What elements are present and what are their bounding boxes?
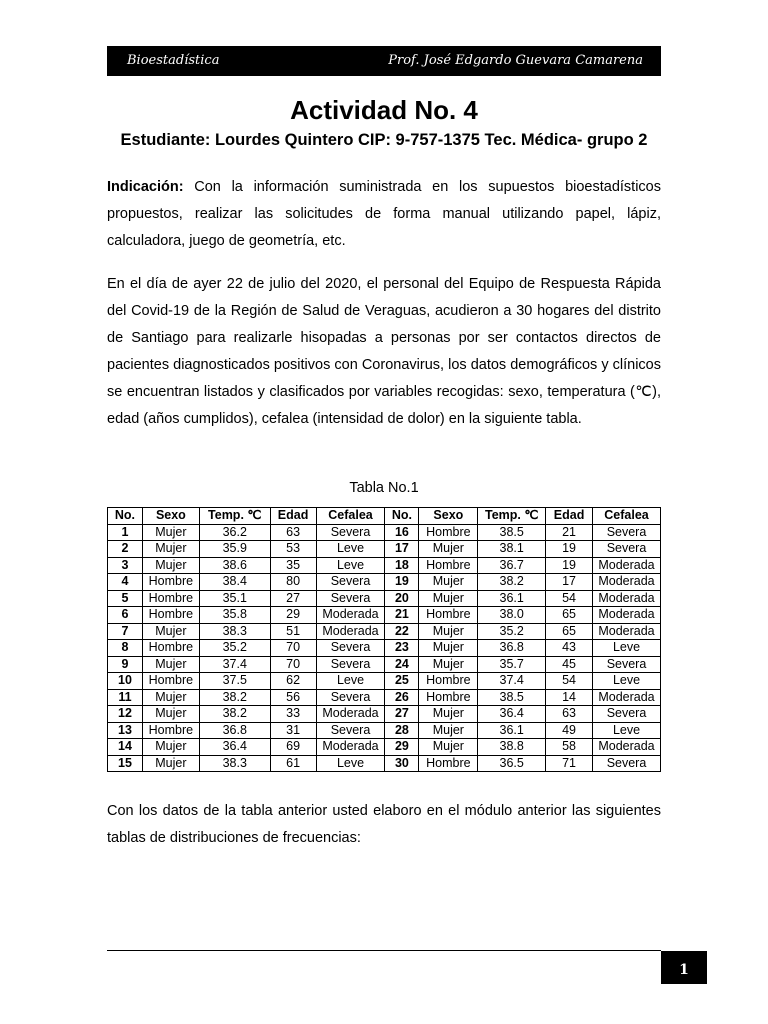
table-cell: 4: [108, 574, 143, 591]
table-cell: Leve: [316, 557, 385, 574]
column-header: Temp. ℃: [478, 508, 546, 525]
table-cell: 12: [108, 706, 143, 723]
table-cell: Mujer: [419, 706, 478, 723]
table-cell: Severa: [593, 706, 661, 723]
table-cell: 30: [385, 755, 419, 772]
table-cell: 3: [108, 557, 143, 574]
table-cell: Hombre: [419, 607, 478, 624]
table-cell: Mujer: [142, 524, 199, 541]
table-cell: Hombre: [142, 590, 199, 607]
table-cell: Mujer: [419, 590, 478, 607]
table-cell: 38.2: [199, 689, 270, 706]
closing-paragraph: Con los datos de la tabla anterior usted elaboro en el módulo anterior las siguientes tablas de distribuciones de frecuencias:: [107, 803, 661, 846]
table-row: [108, 574, 661, 591]
table-cell: 35.2: [478, 623, 546, 640]
table-cell: 38.0: [478, 607, 546, 624]
indication-paragraph: [107, 174, 661, 255]
table-cell: Moderada: [593, 739, 661, 756]
table-cell: 71: [546, 755, 593, 772]
table-row: [108, 623, 661, 640]
table-cell: 17: [385, 541, 419, 558]
table-cell: 27: [385, 706, 419, 723]
table-cell: Severa: [593, 541, 661, 558]
table-cell: Hombre: [419, 755, 478, 772]
table-cell: 70: [270, 656, 316, 673]
table-cell: Moderada: [593, 689, 661, 706]
table-cell: 38.2: [199, 706, 270, 723]
table-cell: 37.4: [199, 656, 270, 673]
column-header: No.: [385, 508, 419, 525]
table-cell: 19: [546, 541, 593, 558]
table-cell: 38.8: [478, 739, 546, 756]
table-cell: 17: [546, 574, 593, 591]
table-cell: Mujer: [142, 706, 199, 723]
column-header: Edad: [546, 508, 593, 525]
indication-text: Con la información suministrada en los supuestos bioestadísticos propuestos, realizar las solicitudes de forma manual utilizando papel, lápiz, calculadora, juego de geometría, etc.: [107, 179, 661, 249]
table-cell: Severa: [316, 590, 385, 607]
table-cell: Severa: [593, 524, 661, 541]
table-cell: Mujer: [419, 541, 478, 558]
table-cell: Hombre: [419, 673, 478, 690]
header-professor: Prof. José Edgardo Guevara Camarena: [388, 53, 643, 68]
table-cell: Mujer: [419, 574, 478, 591]
table-cell: 35.1: [199, 590, 270, 607]
table-cell: Moderada: [593, 607, 661, 624]
column-header: Sexo: [419, 508, 478, 525]
table-cell: 37.4: [478, 673, 546, 690]
table-cell: 62: [270, 673, 316, 690]
table-cell: 49: [546, 722, 593, 739]
table-cell: 19: [385, 574, 419, 591]
table-cell: 38.3: [199, 755, 270, 772]
table-cell: Hombre: [142, 722, 199, 739]
table-cell: Severa: [316, 524, 385, 541]
table-cell: 2: [108, 541, 143, 558]
table-cell: Hombre: [142, 574, 199, 591]
table-cell: 8: [108, 640, 143, 657]
table-cell: Mujer: [142, 755, 199, 772]
table-cell: 63: [546, 706, 593, 723]
table-cell: 27: [270, 590, 316, 607]
table-cell: 21: [546, 524, 593, 541]
table-row: [108, 640, 661, 657]
table-cell: 38.1: [478, 541, 546, 558]
table-cell: 1: [108, 524, 143, 541]
table-cell: 29: [385, 739, 419, 756]
indication-label: Indicación:: [107, 179, 184, 195]
table-cell: 58: [546, 739, 593, 756]
table-cell: 14: [108, 739, 143, 756]
table-cell: 35.7: [478, 656, 546, 673]
table-cell: 56: [270, 689, 316, 706]
table-cell: 23: [385, 640, 419, 657]
table-cell: 65: [546, 607, 593, 624]
page-title: Actividad No. 4: [290, 95, 478, 125]
table-row: [108, 524, 661, 541]
table-cell: 36.1: [478, 722, 546, 739]
table-cell: Leve: [316, 755, 385, 772]
table-cell: 80: [270, 574, 316, 591]
table-cell: 43: [546, 640, 593, 657]
table-cell: Leve: [593, 640, 661, 657]
table-cell: 36.1: [478, 590, 546, 607]
table-row: [108, 689, 661, 706]
table-cell: 31: [270, 722, 316, 739]
column-header: Sexo: [142, 508, 199, 525]
table-cell: Hombre: [419, 689, 478, 706]
column-header: Edad: [270, 508, 316, 525]
table-cell: 45: [546, 656, 593, 673]
table-cell: 36.8: [199, 722, 270, 739]
table-cell: Mujer: [142, 623, 199, 640]
table-cell: 63: [270, 524, 316, 541]
table-row: [108, 706, 661, 723]
table-cell: 36.4: [199, 739, 270, 756]
table-cell: 11: [108, 689, 143, 706]
table-cell: Mujer: [142, 541, 199, 558]
table-cell: Severa: [593, 755, 661, 772]
table-cell: Moderada: [316, 607, 385, 624]
table-row: [108, 541, 661, 558]
table-cell: 38.2: [478, 574, 546, 591]
table-cell: 36.7: [478, 557, 546, 574]
table-cell: 28: [385, 722, 419, 739]
table-cell: Mujer: [142, 656, 199, 673]
table-cell: 54: [546, 590, 593, 607]
table-cell: Mujer: [419, 722, 478, 739]
table-header-row: [108, 508, 661, 525]
table-cell: 36.2: [199, 524, 270, 541]
table-cell: Moderada: [593, 623, 661, 640]
table-row: [108, 557, 661, 574]
table-cell: 26: [385, 689, 419, 706]
table-row: [108, 722, 661, 739]
table-body: [108, 524, 661, 772]
table-row: [108, 656, 661, 673]
table-cell: Moderada: [593, 574, 661, 591]
column-header: No.: [108, 508, 143, 525]
data-table: [107, 507, 661, 772]
table-cell: 51: [270, 623, 316, 640]
table-row: [108, 755, 661, 772]
table-cell: 6: [108, 607, 143, 624]
table-cell: 13: [108, 722, 143, 739]
table-cell: Severa: [316, 656, 385, 673]
table-cell: Mujer: [419, 739, 478, 756]
context-paragraph: En el día de ayer 22 de julio del 2020, el personal del Equipo de Respuesta Rápida del Covid-19 de la Región de Salud de Veraguas, acudieron a 30 hogares del distrito de Santiago para realizarle hisopadas a personas por ser contactos directos de pacientes diagnosticados positivos con Coronavirus, los datos demográficos y clínicos se encuentran listados y clasificados por variables recogidas: sexo, temperatura (℃), edad (años cumplidos), cefalea (intensidad de dolor) en la siguiente tabla.: [107, 276, 661, 427]
table-cell: Moderada: [316, 706, 385, 723]
table-cell: 20: [385, 590, 419, 607]
table-cell: Mujer: [419, 640, 478, 657]
table-cell: Hombre: [142, 607, 199, 624]
table-cell: Hombre: [142, 673, 199, 690]
table-cell: Leve: [316, 541, 385, 558]
table-cell: 14: [546, 689, 593, 706]
table-cell: Severa: [316, 722, 385, 739]
table-cell: 21: [385, 607, 419, 624]
table-cell: 16: [385, 524, 419, 541]
table-cell: 70: [270, 640, 316, 657]
table-cell: Severa: [316, 574, 385, 591]
table-cell: Hombre: [142, 640, 199, 657]
table-cell: 15: [108, 755, 143, 772]
table-cell: Moderada: [316, 739, 385, 756]
table-caption: Tabla No.1: [349, 480, 419, 496]
table-row: [108, 739, 661, 756]
table-row: [108, 607, 661, 624]
table-cell: 24: [385, 656, 419, 673]
table-cell: Severa: [593, 656, 661, 673]
table-cell: 69: [270, 739, 316, 756]
table-cell: 36.4: [478, 706, 546, 723]
table-cell: 35.9: [199, 541, 270, 558]
header-course: Bioestadística: [127, 53, 220, 68]
table-cell: Hombre: [419, 557, 478, 574]
table-cell: Moderada: [593, 590, 661, 607]
table-cell: 38.4: [199, 574, 270, 591]
table-cell: Severa: [316, 640, 385, 657]
table-cell: 25: [385, 673, 419, 690]
table-cell: Mujer: [419, 656, 478, 673]
table-cell: Mujer: [419, 623, 478, 640]
table-cell: 18: [385, 557, 419, 574]
table-cell: 54: [546, 673, 593, 690]
table-cell: 19: [546, 557, 593, 574]
page-number: 1: [661, 951, 707, 984]
column-header: Cefalea: [593, 508, 661, 525]
table-cell: 35: [270, 557, 316, 574]
table-cell: 36.5: [478, 755, 546, 772]
table-cell: 22: [385, 623, 419, 640]
table-cell: 5: [108, 590, 143, 607]
table-row: [108, 673, 661, 690]
table-cell: Moderada: [593, 557, 661, 574]
table-cell: 9: [108, 656, 143, 673]
table-cell: 65: [546, 623, 593, 640]
table-cell: Leve: [593, 722, 661, 739]
table-cell: Mujer: [142, 739, 199, 756]
table-row: [108, 590, 661, 607]
table-cell: 35.2: [199, 640, 270, 657]
table-cell: 38.5: [478, 689, 546, 706]
table-cell: 35.8: [199, 607, 270, 624]
column-header: Temp. ℃: [199, 508, 270, 525]
footer-divider: [107, 950, 661, 951]
table-cell: 37.5: [199, 673, 270, 690]
table-cell: 61: [270, 755, 316, 772]
table-cell: Hombre: [419, 524, 478, 541]
table-cell: 38.3: [199, 623, 270, 640]
table-cell: Moderada: [316, 623, 385, 640]
table-cell: 38.6: [199, 557, 270, 574]
table-cell: 36.8: [478, 640, 546, 657]
table-cell: 33: [270, 706, 316, 723]
column-header: Cefalea: [316, 508, 385, 525]
table-cell: Mujer: [142, 557, 199, 574]
table-cell: Leve: [593, 673, 661, 690]
table-cell: 38.5: [478, 524, 546, 541]
student-subtitle: Estudiante: Lourdes Quintero CIP: 9-757-1375 Tec. Médica- grupo 2: [120, 131, 648, 149]
table-cell: Severa: [316, 689, 385, 706]
table-cell: Leve: [316, 673, 385, 690]
table-cell: 53: [270, 541, 316, 558]
table-cell: 7: [108, 623, 143, 640]
table-cell: 29: [270, 607, 316, 624]
table-cell: Mujer: [142, 689, 199, 706]
running-header: [107, 46, 661, 76]
table-cell: 10: [108, 673, 143, 690]
